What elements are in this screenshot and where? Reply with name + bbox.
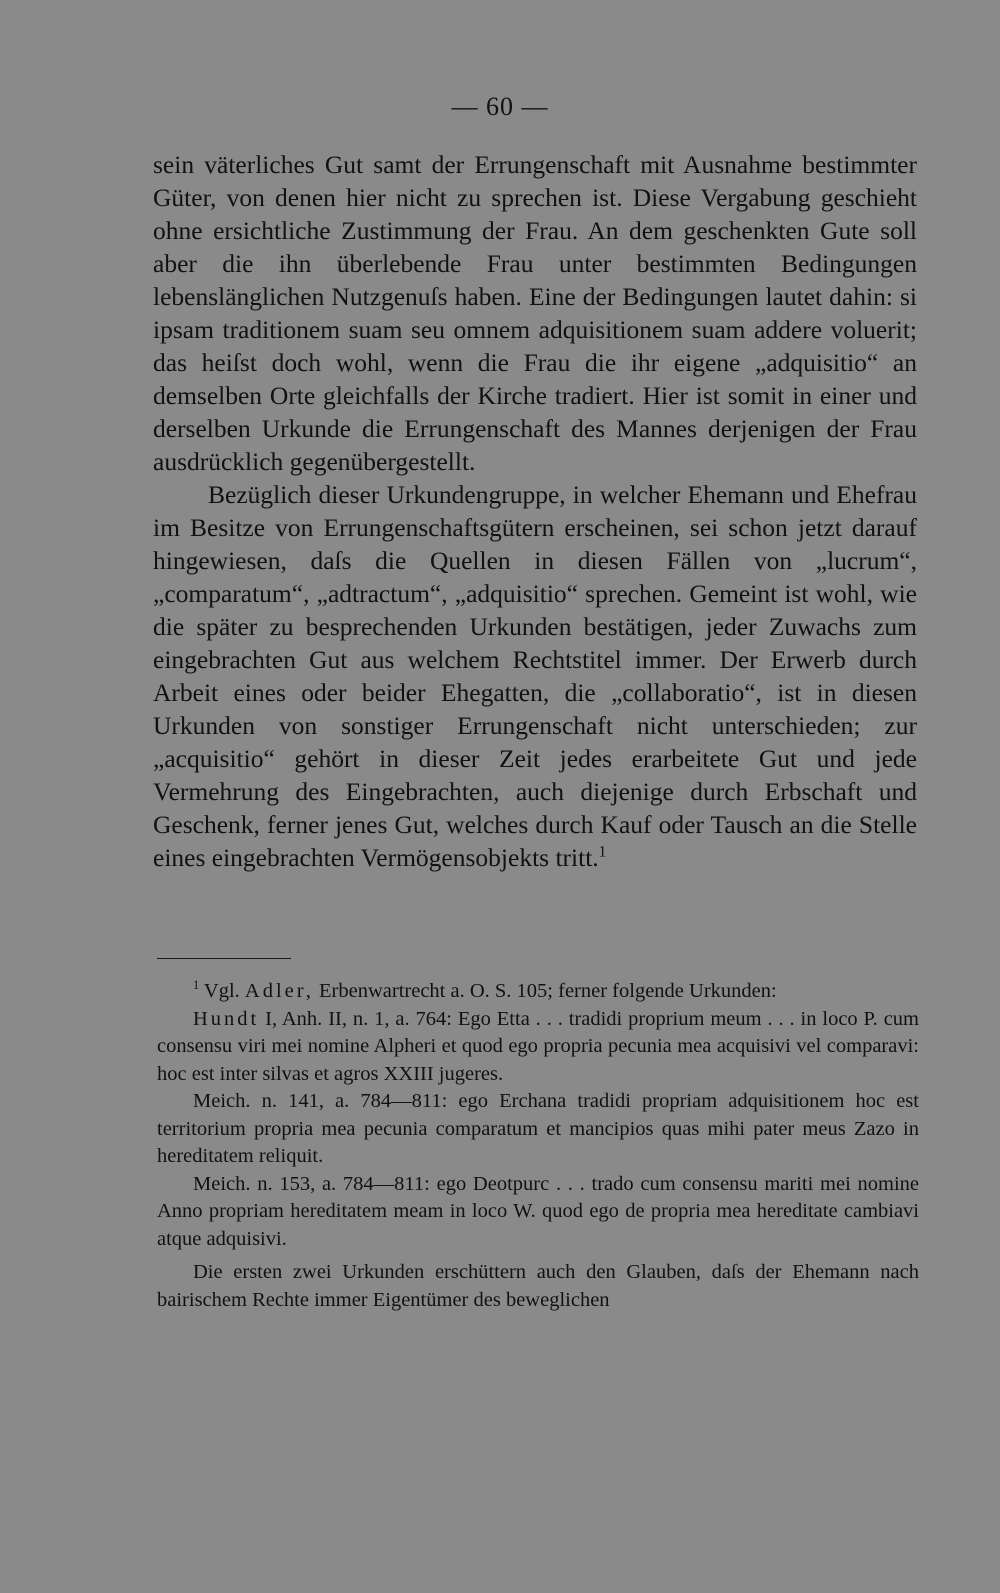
footnote-closing: Die ersten zwei Urkunden erschüttern auch den Glauben, daſs der Ehemann nach bairischem Rechte immer Eigentümer des beweglichen — [157, 1261, 919, 1311]
footnotes — [157, 978, 919, 1314]
footnote-reference: 1 — [598, 843, 607, 861]
footnote-intro — [157, 978, 919, 1006]
footnote-citation-1 — [157, 1006, 919, 1089]
footnote-citation-2: Meich. n. 141, a. 784—811: ego Erchana tradidi propriam adquisitionem hoc est territorium propria mea pecunia comparatum et mancipios quas mihi pater meus Zazo in hereditatem reliquit. — [157, 1090, 919, 1167]
page-number: — 60 — — [451, 92, 549, 121]
footnote-intro-text: Erbenwartrecht a. O. S. 105; ferner folgende Urkunden: — [319, 980, 777, 1002]
footnote-vgl: Vgl. — [203, 980, 240, 1002]
footnote-divider — [157, 958, 291, 959]
footnote-author-adler: Adler, — [244, 980, 314, 1002]
paragraph-2 — [153, 478, 917, 874]
footnote-author-hundt: Hundt — [193, 1007, 260, 1030]
paragraph-1: sein väterliches Gut samt der Errungenschaft mit Ausnahme bestimmter Güter, von denen hier nicht zu sprechen ist. Diese Vergabung geschieht ohne ersichtliche Zustimmung der Frau. An dem geschenkten Gute soll aber die ihn überlebende Frau unter bestimmten Bedingungen lebenslänglichen Nutzgenuſs haben. Eine der Bedingungen lautet dahin: si ipsam traditionem suam seu omnem adquisitionem suam addere voluerit; das heiſst doch wohl, wenn die Frau die ihr eigene „adquisitio“ an demselben Orte gleichfalls der Kirche tradiert. Hier ist somit in einer und derselben Urkunde die Errungenschaft des Mannes derjenigen der Frau ausdrücklich gegenübergestellt. — [153, 150, 917, 476]
footnote-citation-1-text: I, Anh. II, n. 1, a. 764: Ego Etta . . . tradidi proprium meum . . . in loco P. cum consensu viri mei nomine Alpheri et quod ego propria pecunia mea acquisivi vel comparavi: hoc est inter silvas et agros XXIII jugeres. — [157, 1007, 920, 1085]
paragraph-2-text: Bezüglich dieser Urkundengruppe, in welcher Ehemann und Ehefrau im Besitze von Errungenschaftsgütern erscheinen, sei schon jetzt darauf hingewiesen, daſs die Quellen in diesen Fällen von „lucrum“, „comparatum“, „adtractum“, „adquisitio“ sprechen. Gemeint ist wohl, wie die später zu besprechenden Urkunden bestätigen, jeder Zuwachs zum eingebrachten Gut aus welchem Rechtstitel immer. Der Erwerb durch Arbeit eines oder beider Ehegatten, die „collaboratio“, ist in diesen Urkunden von sonstiger Errungenschaft nicht unterschieden; zur „acquisitio“ gehört in dieser Zeit jedes erarbeitete Gut und jede Vermehrung des Eingebrachten, auch diejenige durch Erbschaft und Geschenk, ferner jenes Gut, welches durch Kauf oder Tausch an die Stelle eines eingebrachten Vermögensobjekts tritt. — [153, 480, 917, 872]
main-text — [153, 148, 917, 874]
footnote-citation-3: Meich. n. 153, a. 784—811: ego Deotpurc . . . trado cum consensu mariti mei nomine Anno propriam hereditatem meam in loco W. quod ego de propria mea hereditate cambiavi atque adquisivi. — [157, 1172, 919, 1250]
footnote-marker: 1 — [193, 978, 200, 993]
